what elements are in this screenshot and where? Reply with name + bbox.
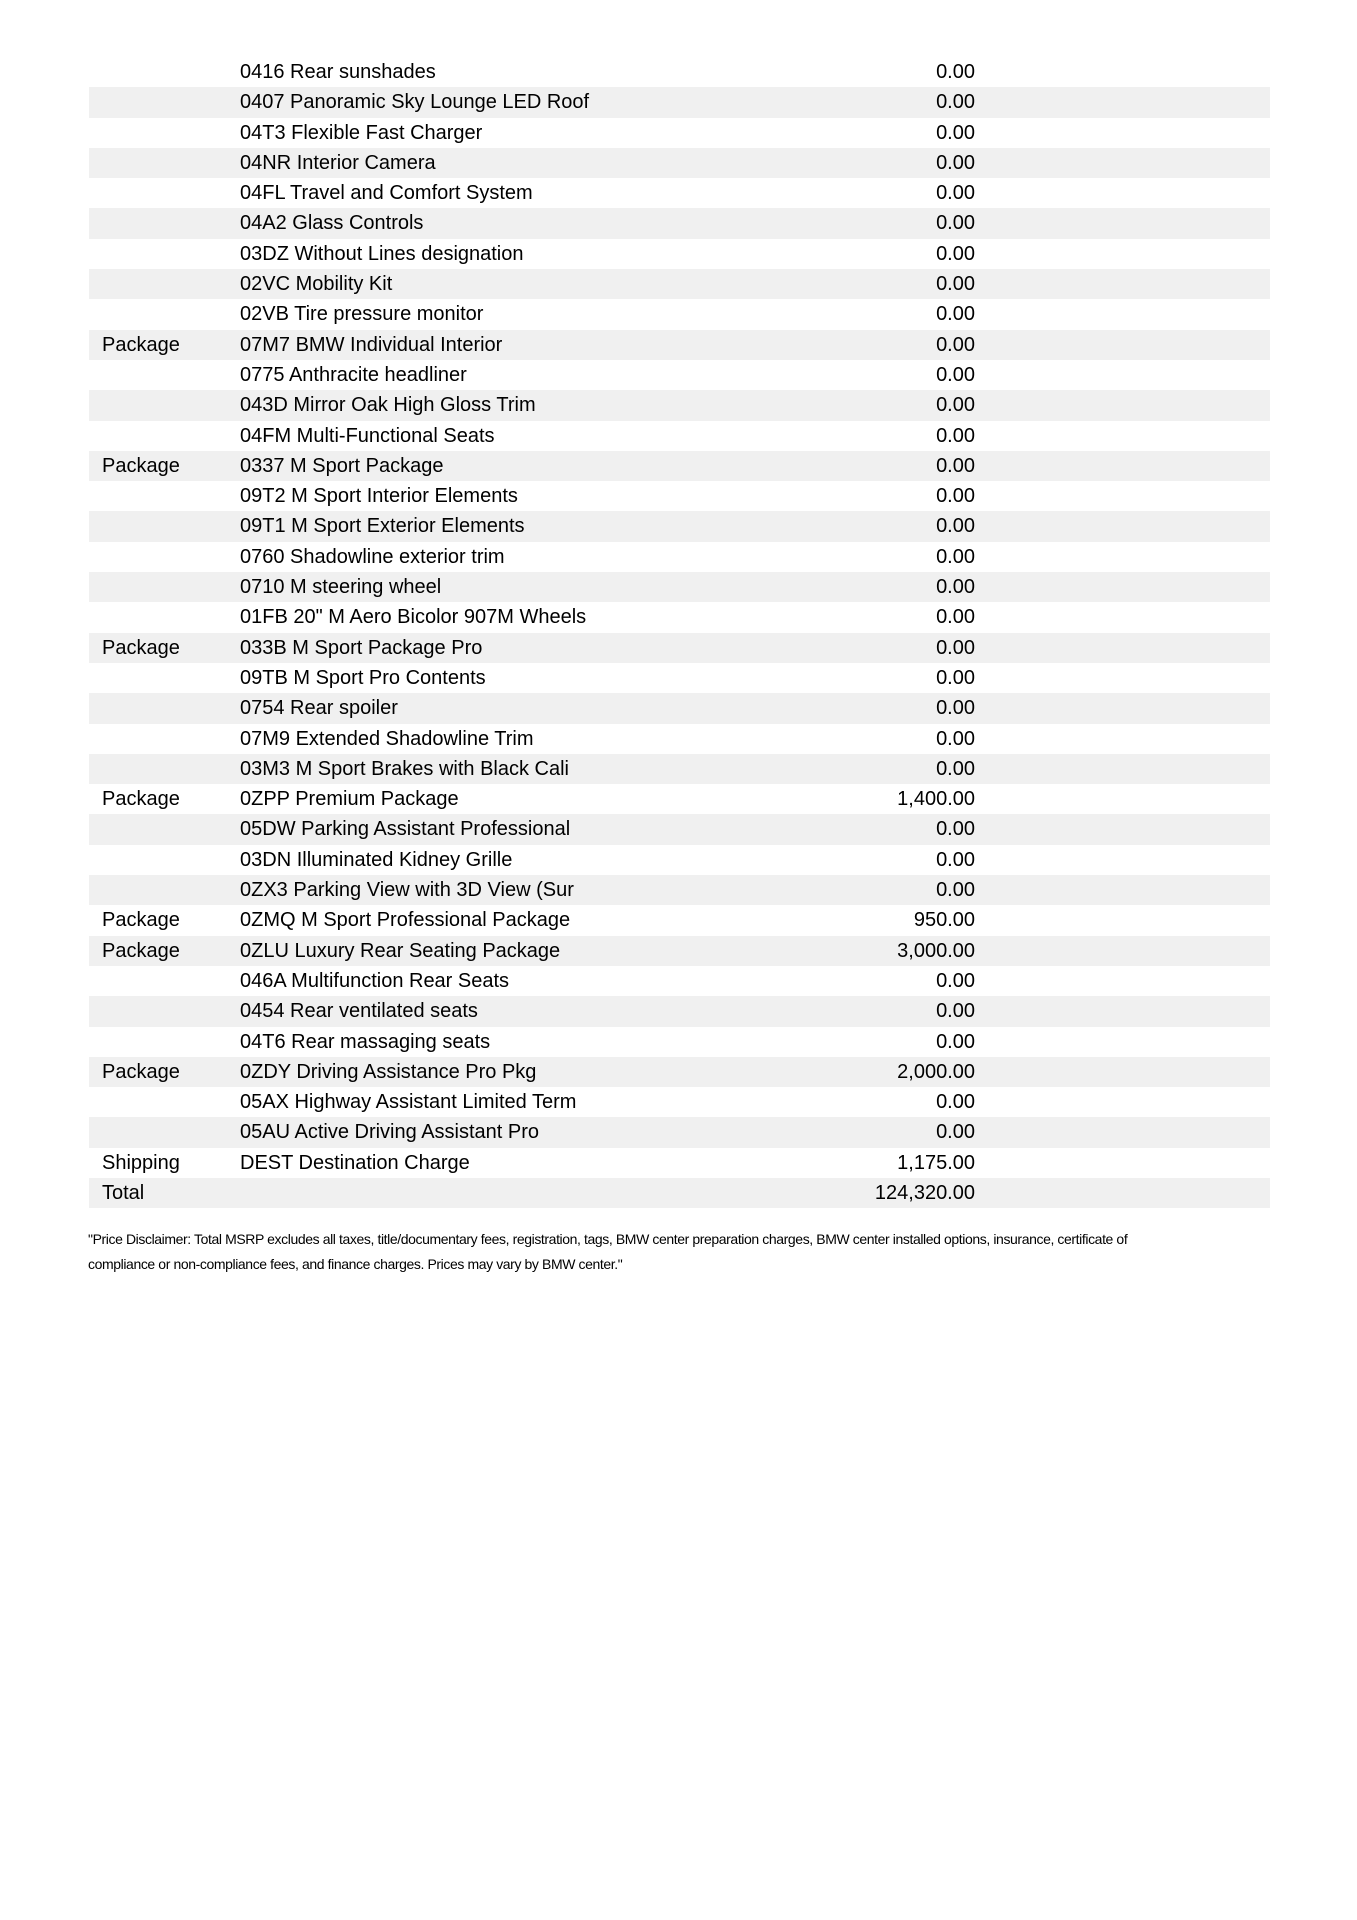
table-row [89,1117,1270,1147]
price-cell: 0.00 [936,697,975,720]
table-row [89,1087,1270,1117]
price-cell: 0.00 [936,91,975,114]
table-row [89,633,1270,663]
table-row [89,1178,1270,1208]
item-cell: 02VC Mobility Kit [240,273,393,296]
item-cell: 03DN Illuminated Kidney Grille [240,848,513,871]
table-row [89,1057,1270,1087]
price-cell: 0.00 [936,818,975,841]
price-cell: 0.00 [936,363,975,386]
item-cell: 05AU Active Driving Assistant Pro [240,1121,540,1144]
table-row [89,754,1270,784]
table-row [89,875,1270,905]
item-cell: 07M9 Extended Shadowline Trim [240,727,534,750]
table-row [89,814,1270,844]
item-cell: 0416 Rear sunshades [240,61,436,83]
price-cell: 3,000.00 [897,939,975,962]
category-cell: Package [102,454,180,477]
disclaimer-line-1: "Price Disclaimer: Total MSRP excludes all taxes, title/documentary fees, registration, tags, BMW center preparation charges, BMW center installed options, insurance, certificate of [88,1231,1128,1247]
category-cell: Package [102,1060,180,1083]
price-cell: 0.00 [936,303,975,326]
table-row [89,936,1270,966]
price-cell: 0.00 [936,636,975,659]
item-cell: 0ZX3 Parking View with 3D View (Sur [240,879,574,902]
category-cell: Package [102,909,180,932]
price-cell: 0.00 [936,727,975,750]
item-cell: 0337 M Sport Package [240,454,444,477]
item-cell: DEST Destination Charge [240,1151,470,1174]
category-cell: Package [102,636,180,659]
table-row [89,693,1270,723]
item-cell: 05DW Parking Assistant Professional [240,818,571,841]
table-row [89,663,1270,693]
table-row [89,360,1270,390]
price-cell: 0.00 [936,454,975,477]
category-cell: Total [102,1181,145,1204]
table-row [89,390,1270,420]
price-cell: 0.00 [936,515,975,538]
item-cell: 0775 Anthracite headliner [240,363,467,386]
price-disclaimer [88,1227,1288,1277]
price-cell: 124,320.00 [874,1181,975,1204]
table-row [89,178,1270,208]
price-cell: 0.00 [936,1030,975,1053]
price-cell: 0.00 [936,666,975,689]
table-row [89,421,1270,451]
price-cell: 0.00 [936,879,975,902]
options-table [89,57,1270,1208]
item-cell: 04A2 Glass Controls [240,212,424,235]
price-cell: 0.00 [936,1000,975,1023]
price-cell: 0.00 [936,545,975,568]
price-cell: 0.00 [936,394,975,417]
table-row [89,905,1270,935]
price-cell: 0.00 [936,576,975,599]
price-cell: 950.00 [913,909,975,932]
category-cell: Package [102,939,180,962]
item-cell: 07M7 BMW Individual Interior [240,333,503,356]
item-cell: 02VB Tire pressure monitor [240,303,484,326]
price-cell: 1,400.00 [897,788,975,811]
table-row [89,966,1270,996]
item-cell: 0754 Rear spoiler [240,697,398,720]
price-cell: 0.00 [936,757,975,780]
price-cell: 0.00 [936,969,975,992]
category-cell: Package [102,333,180,356]
table-row [89,724,1270,754]
price-cell: 0.00 [936,1091,975,1114]
item-cell: 09TB M Sport Pro Contents [240,666,486,689]
table-row [89,239,1270,269]
item-cell: 04NR Interior Camera [240,151,436,174]
table-row [89,784,1270,814]
item-cell: 0ZPP Premium Package [240,788,459,811]
table-row [89,330,1270,360]
price-cell: 0.00 [936,212,975,235]
item-cell: 0710 M steering wheel [240,576,442,599]
category-cell: Shipping [102,1151,180,1174]
disclaimer-line-2: compliance or non-compliance fees, and finance charges. Prices may vary by BMW center." [88,1256,623,1272]
item-cell: 04FM Multi-Functional Seats [240,424,495,447]
item-cell: 01FB 20" M Aero Bicolor 907M Wheels [240,606,587,629]
table-row [89,299,1270,329]
item-cell: 033B M Sport Package Pro [240,636,483,659]
item-cell: 043D Mirror Oak High Gloss Trim [240,394,536,417]
price-cell: 0.00 [936,848,975,871]
table-row [89,996,1270,1026]
price-cell: 0.00 [936,424,975,447]
item-cell: 09T2 M Sport Interior Elements [240,485,518,508]
table-row [89,1027,1270,1057]
item-cell: 0ZDY Driving Assistance Pro Pkg [240,1060,537,1083]
price-cell: 0.00 [936,182,975,205]
table-row [89,1148,1270,1178]
item-cell: 0ZMQ M Sport Professional Package [240,909,571,932]
table-row [89,542,1270,572]
category-cell: Package [102,788,180,811]
item-cell: 0407 Panoramic Sky Lounge LED Roof [240,91,590,114]
price-cell: 2,000.00 [897,1060,975,1083]
table-row [89,481,1270,511]
price-cell: 0.00 [936,273,975,296]
item-cell: 03DZ Without Lines designation [240,242,524,265]
item-cell: 05AX Highway Assistant Limited Term [240,1091,577,1114]
table-row [89,572,1270,602]
item-cell: 0ZLU Luxury Rear Seating Package [240,939,561,962]
table-row [89,511,1270,541]
table-row [89,87,1270,117]
table-row [89,148,1270,178]
table-row [89,845,1270,875]
table-row [89,602,1270,632]
item-cell: 0760 Shadowline exterior trim [240,545,505,568]
price-cell: 0.00 [936,1121,975,1144]
price-cell: 0.00 [936,242,975,265]
table-row [89,118,1270,148]
item-cell: 04FL Travel and Comfort System [240,182,533,205]
price-cell: 0.00 [936,606,975,629]
price-cell: 0.00 [936,151,975,174]
table-row [89,208,1270,238]
item-cell: 0454 Rear ventilated seats [240,1000,478,1023]
item-cell: 04T6 Rear massaging seats [240,1030,491,1053]
price-cell: 0.00 [936,121,975,144]
item-cell: 09T1 M Sport Exterior Elements [240,515,525,538]
table-row [89,57,1270,87]
price-cell: 1,175.00 [897,1151,975,1174]
price-cell: 0.00 [936,485,975,508]
table-row [89,451,1270,481]
item-cell: 04T3 Flexible Fast Charger [240,121,483,144]
price-cell: 0.00 [936,333,975,356]
item-cell: 03M3 M Sport Brakes with Black Cali [240,757,570,780]
price-cell: 0.00 [936,61,975,83]
table-row [89,269,1270,299]
item-cell: 046A Multifunction Rear Seats [240,969,510,992]
